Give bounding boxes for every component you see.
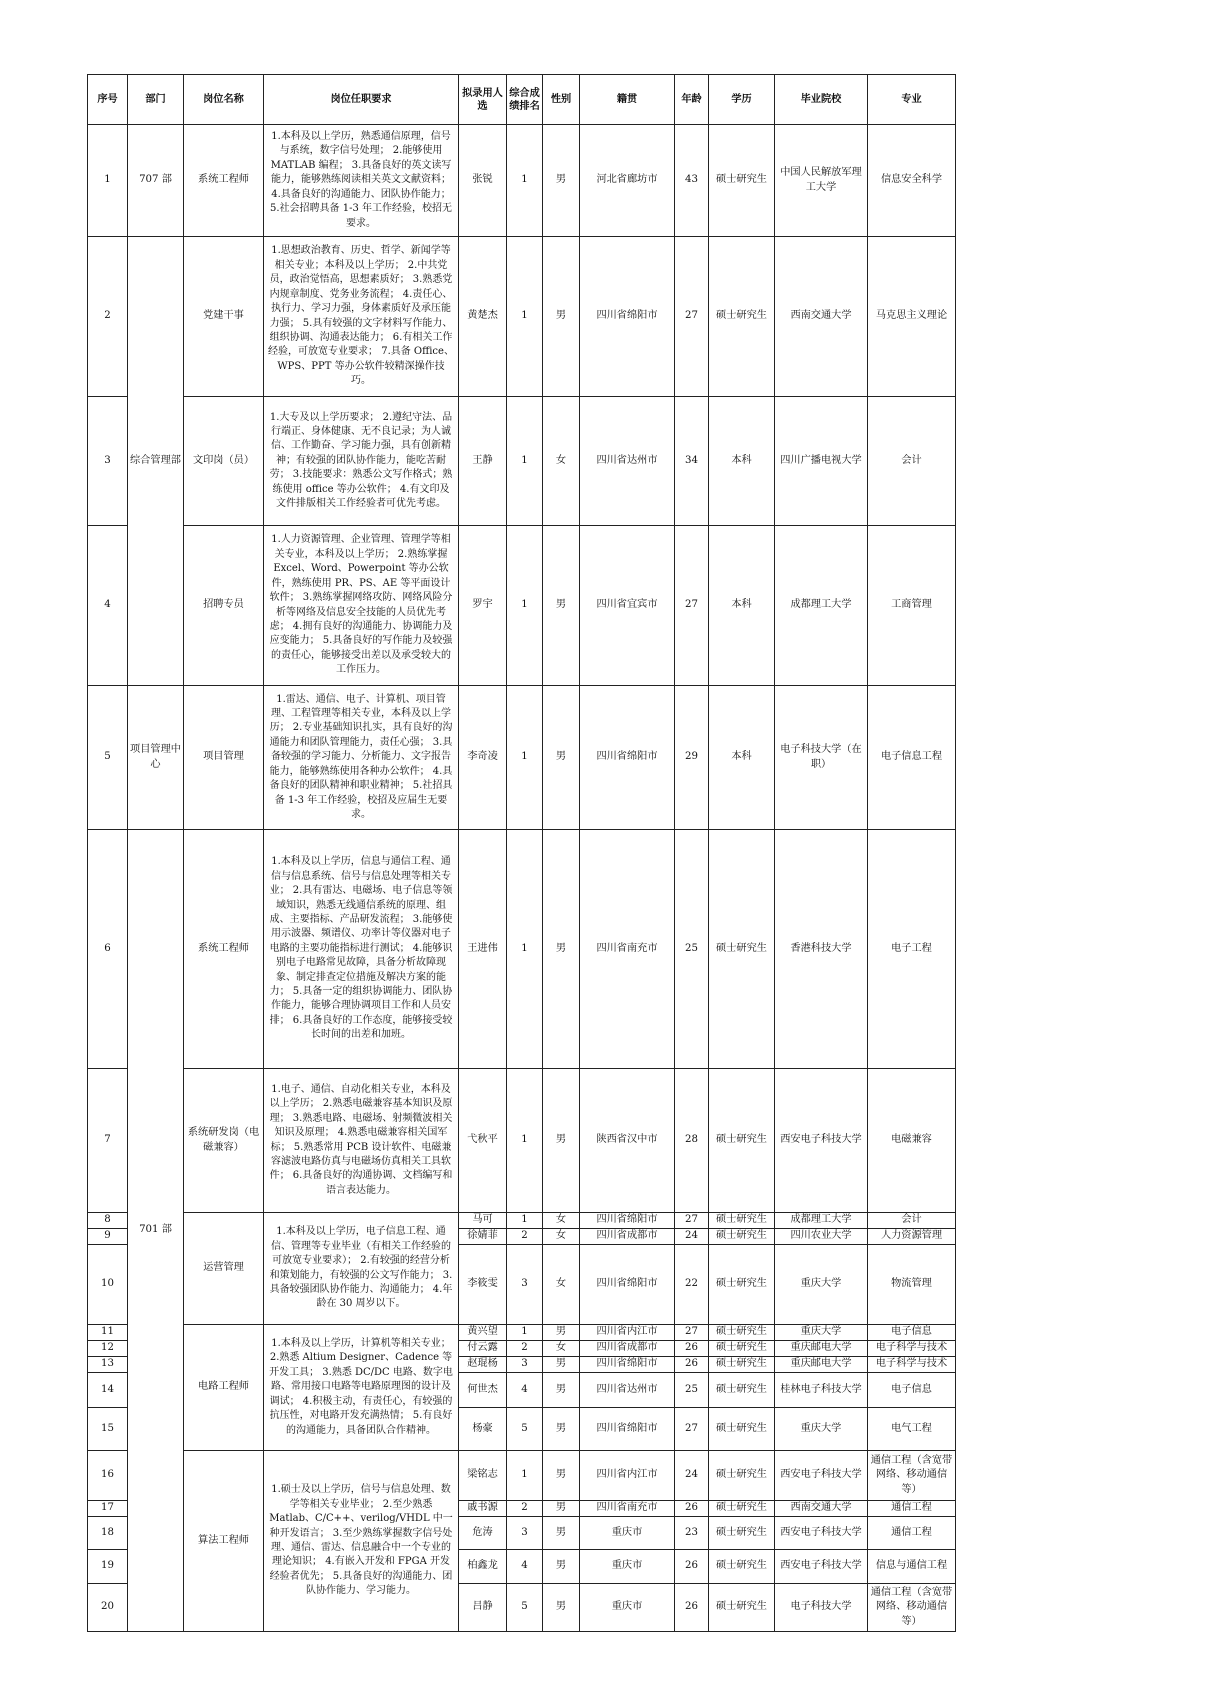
cell-candidate: 危涛 (459, 1517, 507, 1550)
cell-origin: 重庆市 (580, 1550, 675, 1584)
cell-major: 电子信息 (868, 1325, 956, 1341)
cell-origin: 四川省绵阳市 (580, 1357, 675, 1373)
cell-major: 电子信息工程 (868, 686, 956, 830)
cell-rank: 1 (507, 397, 543, 526)
cell-candidate: 戚书源 (459, 1501, 507, 1517)
cell-sex: 男 (543, 1550, 580, 1584)
cell-no: 14 (88, 1373, 128, 1408)
cell-education: 本科 (709, 686, 775, 830)
cell-age: 34 (675, 397, 709, 526)
table-row (88, 237, 956, 397)
cell-education: 硕士研究生 (709, 1341, 775, 1357)
cell-no: 19 (88, 1550, 128, 1584)
cell-no: 5 (88, 686, 128, 830)
cell-rank: 4 (507, 1373, 543, 1408)
cell-major: 物流管理 (868, 1245, 956, 1325)
cell-origin: 四川省绵阳市 (580, 686, 675, 830)
cell-major: 工商管理 (868, 526, 956, 686)
header-age: 年龄 (675, 75, 709, 125)
cell-no: 9 (88, 1229, 128, 1245)
cell-education: 硕士研究生 (709, 1517, 775, 1550)
header-sex: 性别 (543, 75, 580, 125)
cell-education: 本科 (709, 397, 775, 526)
header-rank: 综合成绩排名 (507, 75, 543, 125)
cell-sex: 男 (543, 237, 580, 397)
cell-origin: 四川省成都市 (580, 1229, 675, 1245)
cell-sex: 男 (543, 1373, 580, 1408)
cell-education: 硕士研究生 (709, 237, 775, 397)
cell-requirements: 1.电子、通信、自动化相关专业，本科及以上学历； 2.熟悉电磁兼容基本知识及原理； 3.熟悉电路、电磁场、射频微波相关知识及原理； 4.熟悉电磁兼容相关国军标； 5.熟悉常用 PCB 设计软件、电磁兼容滤波电路仿真与电磁场仿真相关工具软件； 6.具备良好的沟通协调、文档编写和语言表达能力。 (264, 1069, 459, 1213)
cell-rank: 1 (507, 1451, 543, 1501)
cell-age: 27 (675, 1325, 709, 1341)
cell-school: 四川农业大学 (775, 1229, 868, 1245)
cell-major: 会计 (868, 397, 956, 526)
cell-position: 系统研发岗（电磁兼容） (184, 1069, 264, 1213)
table-row (88, 830, 956, 1069)
cell-candidate: 杨豪 (459, 1408, 507, 1451)
cell-rank: 2 (507, 1501, 543, 1517)
cell-candidate: 吕静 (459, 1584, 507, 1632)
cell-no: 3 (88, 397, 128, 526)
cell-candidate: 李筱雯 (459, 1245, 507, 1325)
table-row (88, 1325, 956, 1341)
cell-sex: 男 (543, 830, 580, 1069)
cell-rank: 3 (507, 1357, 543, 1373)
cell-origin: 四川省成都市 (580, 1341, 675, 1357)
cell-age: 26 (675, 1584, 709, 1632)
cell-education: 硕士研究生 (709, 1229, 775, 1245)
cell-position: 运营管理 (184, 1213, 264, 1325)
cell-education: 硕士研究生 (709, 830, 775, 1069)
cell-no: 13 (88, 1357, 128, 1373)
cell-school: 西安电子科技大学 (775, 1550, 868, 1584)
cell-requirements: 1.雷达、通信、电子、计算机、项目管理、工程管理等相关专业，本科及以上学历； 2.专业基础知识扎实，具有良好的沟通能力和团队管理能力，责任心强； 3.具备较强的学习能力、分析能力、文字报告能力，能够熟练使用各种办公软件； 4.具备良好的团队精神和职业精神； 5.社招具备 1-3 年工作经验，校招及应届生无要求。 (264, 686, 459, 830)
cell-rank: 1 (507, 686, 543, 830)
cell-origin: 陕西省汉中市 (580, 1069, 675, 1213)
cell-rank: 3 (507, 1245, 543, 1325)
cell-sex: 女 (543, 1213, 580, 1229)
cell-position: 系统工程师 (184, 125, 264, 237)
header-requirements: 岗位任职要求 (264, 75, 459, 125)
cell-major: 信息安全科学 (868, 125, 956, 237)
cell-rank: 1 (507, 1325, 543, 1341)
cell-age: 24 (675, 1451, 709, 1501)
cell-candidate: 付云露 (459, 1341, 507, 1357)
cell-sex: 男 (543, 1501, 580, 1517)
cell-candidate: 梁铭志 (459, 1451, 507, 1501)
cell-origin: 四川省内江市 (580, 1451, 675, 1501)
cell-school: 重庆邮电大学 (775, 1341, 868, 1357)
cell-requirements: 1.本科及以上学历，计算机等相关专业； 2.熟悉 Altium Designer、Cadence 等开发工具； 3.熟悉 DC/DC 电路、数字电路、常用接口电路等电路原理图的设计及调试； 4.积极主动，有责任心，有较强的抗压性，对电路开发充满热情； 5.有良好的沟通能力，具备团队合作精神。 (264, 1325, 459, 1451)
cell-school: 电子科技大学（在职） (775, 686, 868, 830)
cell-education: 硕士研究生 (709, 1451, 775, 1501)
cell-rank: 4 (507, 1550, 543, 1584)
cell-sex: 女 (543, 1341, 580, 1357)
cell-rank: 2 (507, 1341, 543, 1357)
cell-school: 香港科技大学 (775, 830, 868, 1069)
table-row (88, 526, 956, 686)
cell-age: 26 (675, 1501, 709, 1517)
cell-major: 通信工程（含宽带网络、移动通信等） (868, 1451, 956, 1501)
header-candidate: 拟录用人选 (459, 75, 507, 125)
cell-sex: 男 (543, 686, 580, 830)
cell-requirements: 1.硕士及以上学历，信号与信息处理、数学等相关专业毕业； 2.至少熟悉 Matlab、C/C++、verilog/VHDL 中一种开发语言； 3.至少熟练掌握数字信号处理、通信、雷达、信息融合中一个专业的理论知识； 4.有嵌入开发和 FPGA 开发经验者优先； 5.具备良好的沟通能力、团队协作能力、学习能力。 (264, 1451, 459, 1632)
cell-sex: 男 (543, 1069, 580, 1213)
cell-education: 硕士研究生 (709, 1373, 775, 1408)
cell-age: 27 (675, 237, 709, 397)
cell-school: 成都理工大学 (775, 1213, 868, 1229)
header-education: 学历 (709, 75, 775, 125)
cell-candidate: 马可 (459, 1213, 507, 1229)
cell-major: 会计 (868, 1213, 956, 1229)
cell-rank: 3 (507, 1517, 543, 1550)
cell-education: 硕士研究生 (709, 1213, 775, 1229)
header-no: 序号 (88, 75, 128, 125)
cell-candidate: 何世杰 (459, 1373, 507, 1408)
cell-age: 26 (675, 1550, 709, 1584)
cell-age: 22 (675, 1245, 709, 1325)
cell-major: 电子科学与技术 (868, 1357, 956, 1373)
cell-sex: 男 (543, 1517, 580, 1550)
cell-rank: 1 (507, 237, 543, 397)
cell-position: 招聘专员 (184, 526, 264, 686)
cell-age: 24 (675, 1229, 709, 1245)
cell-requirements: 1.大专及以上学历要求； 2.遵纪守法、品行端正、身体健康、无不良记录；为人诚信、工作勤奋、学习能力强，具有创新精神；有较强的团队协作能力，能吃苦耐劳； 3.技能要求：熟悉公文写作格式；熟练使用 office 等办公软件； 4.有文印及文件排版相关工作经验者可优先考虑。 (264, 397, 459, 526)
cell-dept: 综合管理部 (128, 237, 184, 686)
cell-sex: 男 (543, 1357, 580, 1373)
cell-school: 西南交通大学 (775, 237, 868, 397)
table-row (88, 397, 956, 526)
table-row (88, 1213, 956, 1229)
cell-candidate: 赵琨杨 (459, 1357, 507, 1373)
cell-education: 硕士研究生 (709, 1325, 775, 1341)
cell-sex: 男 (543, 125, 580, 237)
cell-major: 电子工程 (868, 830, 956, 1069)
cell-rank: 1 (507, 830, 543, 1069)
recruitment-table (87, 74, 956, 1632)
cell-candidate: 王静 (459, 397, 507, 526)
cell-school: 重庆大学 (775, 1245, 868, 1325)
cell-origin: 四川省绵阳市 (580, 1213, 675, 1229)
cell-school: 桂林电子科技大学 (775, 1373, 868, 1408)
cell-candidate: 罗宇 (459, 526, 507, 686)
cell-age: 26 (675, 1341, 709, 1357)
cell-candidate: 黄楚杰 (459, 237, 507, 397)
cell-no: 15 (88, 1408, 128, 1451)
cell-sex: 女 (543, 1245, 580, 1325)
cell-age: 26 (675, 1357, 709, 1373)
cell-no: 20 (88, 1584, 128, 1632)
cell-age: 28 (675, 1069, 709, 1213)
cell-age: 43 (675, 125, 709, 237)
cell-education: 硕士研究生 (709, 125, 775, 237)
cell-age: 27 (675, 1213, 709, 1229)
cell-origin: 四川省达州市 (580, 1373, 675, 1408)
cell-age: 29 (675, 686, 709, 830)
cell-education: 硕士研究生 (709, 1245, 775, 1325)
cell-sex: 女 (543, 1229, 580, 1245)
cell-age: 25 (675, 830, 709, 1069)
cell-dept: 701 部 (128, 830, 184, 1632)
cell-candidate: 徐婧菲 (459, 1229, 507, 1245)
cell-origin: 四川省宜宾市 (580, 526, 675, 686)
cell-rank: 1 (507, 526, 543, 686)
cell-school: 西安电子科技大学 (775, 1069, 868, 1213)
cell-candidate: 弋秋平 (459, 1069, 507, 1213)
cell-position: 系统工程师 (184, 830, 264, 1069)
cell-candidate: 李奇凌 (459, 686, 507, 830)
cell-major: 通信工程（含宽带网络、移动通信等） (868, 1584, 956, 1632)
cell-school: 四川广播电视大学 (775, 397, 868, 526)
cell-education: 硕士研究生 (709, 1408, 775, 1451)
cell-origin: 四川省南充市 (580, 830, 675, 1069)
header-dept: 部门 (128, 75, 184, 125)
table-row (88, 1069, 956, 1213)
cell-no: 12 (88, 1341, 128, 1357)
cell-requirements: 1.本科及以上学历，电子信息工程、通信、管理等专业毕业（有相关工作经验的可放宽专业要求）； 2.有较强的经营分析和策划能力，有较强的公文写作能力； 3.具备较强团队协作能力、沟通能力； 4.年龄在 30 周岁以下。 (264, 1213, 459, 1325)
cell-major: 电子信息 (868, 1373, 956, 1408)
cell-no: 10 (88, 1245, 128, 1325)
cell-school: 西南交通大学 (775, 1501, 868, 1517)
cell-origin: 重庆市 (580, 1517, 675, 1550)
header-row (88, 75, 956, 125)
cell-school: 重庆大学 (775, 1408, 868, 1451)
cell-school: 中国人民解放军理工大学 (775, 125, 868, 237)
header-major: 专业 (868, 75, 956, 125)
cell-age: 25 (675, 1373, 709, 1408)
cell-major: 电磁兼容 (868, 1069, 956, 1213)
cell-requirements: 1.本科及以上学历，熟悉通信原理，信号与系统，数字信号处理； 2.能够使用 MATLAB 编程； 3.具备良好的英文读写能力，能够熟练阅读相关英文文献资料； 4.具备良好的沟通能力、团队协作能力； 5.社会招聘具备 1-3 年工作经验，校招无要求。 (264, 125, 459, 237)
cell-no: 18 (88, 1517, 128, 1550)
cell-requirements: 1.本科及以上学历，信息与通信工程、通信与信息系统、信号与信息处理等相关专业； 2.具有雷达、电磁场、电子信息等领域知识，熟悉无线通信系统的原理、组成、主要指标、产品研发流程； 3.能够使用示波器、频谱仪、功率计等仪器对电子电路的主要功能指标进行测试； 4.能够识别电子电路常见故障，具备分析故障现象、制定排查定位措施及解决方案的能力； 5.具备一定的组织协调能力、团队协作能力，能够合理协调项目工作和人员安排； 6.具备良好的工作态度，能够接受较长时间的出差和加班。 (264, 830, 459, 1069)
cell-dept: 707 部 (128, 125, 184, 237)
cell-no: 6 (88, 830, 128, 1069)
cell-requirements: 1.思想政治教育、历史、哲学、新闻学等相关专业；本科及以上学历； 2.中共党员，政治觉悟高，思想素质好； 3.熟悉党内规章制度、党务业务流程； 4.责任心、执行力、学习力强，身体素质好及承压能力强； 5.具有较强的文字材料写作能力、组织协调、沟通表达能力； 6.有相关工作经验，可放宽专业要求； 7.具备 Office、WPS、PPT 等办公软件较精深操作技巧。 (264, 237, 459, 397)
header-school: 毕业院校 (775, 75, 868, 125)
cell-sex: 男 (543, 1584, 580, 1632)
cell-major: 马克思主义理论 (868, 237, 956, 397)
cell-no: 17 (88, 1501, 128, 1517)
cell-education: 硕士研究生 (709, 1501, 775, 1517)
cell-no: 1 (88, 125, 128, 237)
cell-education: 硕士研究生 (709, 1069, 775, 1213)
cell-age: 23 (675, 1517, 709, 1550)
cell-origin: 重庆市 (580, 1584, 675, 1632)
cell-no: 2 (88, 237, 128, 397)
cell-position: 算法工程师 (184, 1451, 264, 1632)
cell-position: 文印岗（员） (184, 397, 264, 526)
cell-candidate: 柏鑫龙 (459, 1550, 507, 1584)
header-position: 岗位名称 (184, 75, 264, 125)
table-row (88, 125, 956, 237)
cell-rank: 2 (507, 1229, 543, 1245)
header-origin: 籍贯 (580, 75, 675, 125)
cell-school: 西安电子科技大学 (775, 1451, 868, 1501)
cell-major: 信息与通信工程 (868, 1550, 956, 1584)
cell-origin: 四川省绵阳市 (580, 1408, 675, 1451)
cell-candidate: 张锐 (459, 125, 507, 237)
cell-education: 硕士研究生 (709, 1584, 775, 1632)
cell-rank: 1 (507, 1069, 543, 1213)
cell-major: 通信工程 (868, 1517, 956, 1550)
cell-rank: 5 (507, 1584, 543, 1632)
cell-origin: 四川省达州市 (580, 397, 675, 526)
cell-no: 7 (88, 1069, 128, 1213)
cell-position: 电路工程师 (184, 1325, 264, 1451)
cell-sex: 男 (543, 1408, 580, 1451)
table-row (88, 686, 956, 830)
cell-education: 硕士研究生 (709, 1550, 775, 1584)
cell-sex: 女 (543, 397, 580, 526)
cell-no: 4 (88, 526, 128, 686)
cell-no: 8 (88, 1213, 128, 1229)
cell-education: 硕士研究生 (709, 1357, 775, 1373)
cell-requirements: 1.人力资源管理、企业管理、管理学等相关专业，本科及以上学历； 2.熟练掌握 Excel、Word、Powerpoint 等办公软件，熟练使用 PR、PS、AE 等平面设计软件； 3.熟练掌握网络攻防、网络风险分析等网络及信息安全技能的人员优先考虑； 4.拥有良好的沟通能力、协调能力及应变能力； 5.具备良好的写作能力及较强的责任心，能够接受出差以及承受较大的工作压力。 (264, 526, 459, 686)
cell-school: 电子科技大学 (775, 1584, 868, 1632)
cell-candidate: 王进伟 (459, 830, 507, 1069)
cell-position: 项目管理 (184, 686, 264, 830)
cell-major: 人力资源管理 (868, 1229, 956, 1245)
cell-education: 本科 (709, 526, 775, 686)
cell-age: 27 (675, 1408, 709, 1451)
cell-major: 通信工程 (868, 1501, 956, 1517)
cell-origin: 四川省绵阳市 (580, 237, 675, 397)
cell-no: 11 (88, 1325, 128, 1341)
cell-major: 电子科学与技术 (868, 1341, 956, 1357)
cell-age: 27 (675, 526, 709, 686)
cell-origin: 四川省内江市 (580, 1325, 675, 1341)
cell-rank: 1 (507, 125, 543, 237)
cell-rank: 1 (507, 1213, 543, 1229)
cell-school: 重庆大学 (775, 1325, 868, 1341)
table-row (88, 1451, 956, 1501)
cell-origin: 河北省廊坊市 (580, 125, 675, 237)
cell-rank: 5 (507, 1408, 543, 1451)
cell-no: 16 (88, 1451, 128, 1501)
cell-candidate: 黄兴望 (459, 1325, 507, 1341)
cell-dept: 项目管理中心 (128, 686, 184, 830)
cell-school: 重庆邮电大学 (775, 1357, 868, 1373)
cell-school: 西安电子科技大学 (775, 1517, 868, 1550)
cell-school: 成都理工大学 (775, 526, 868, 686)
cell-origin: 四川省绵阳市 (580, 1245, 675, 1325)
cell-origin: 四川省南充市 (580, 1501, 675, 1517)
cell-sex: 男 (543, 526, 580, 686)
cell-sex: 男 (543, 1451, 580, 1501)
cell-sex: 男 (543, 1325, 580, 1341)
cell-major: 电气工程 (868, 1408, 956, 1451)
cell-position: 党建干事 (184, 237, 264, 397)
